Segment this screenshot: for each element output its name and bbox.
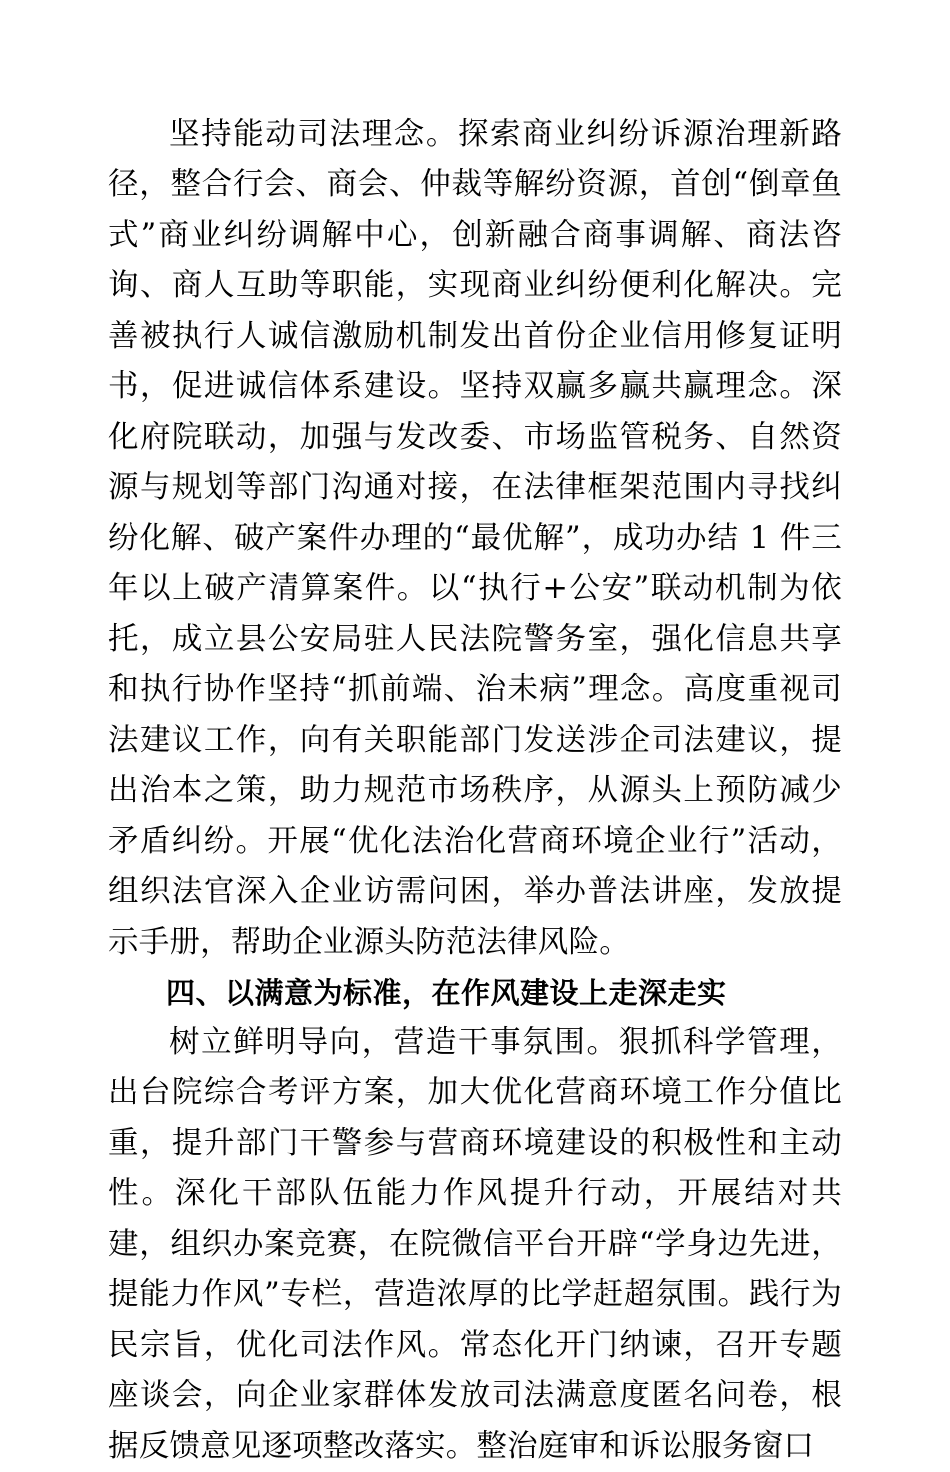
paragraph-judicial-concepts: 坚持能动司法理念。探索商业纠纷诉源治理新路径，整合行会、商会、仲裁等解纷资源，首创“倒章鱼式”商业纠纷调解中心，创新融合商事调解、商法咨询、商人互助等职能，实现商业纠纷便利化解决。完善被执行人诚信激励机制发出首份企业信用修复证明书，促进诚信体系建设。坚持双赢多赢共赢理念。深化府院联动，加强与发改委、市场监管税务、自然资源与规划等部门沟通对接，在法律框架范围内寻找纠纷化解、破产案件办理的“最优解”，成功办结 1 件三年以上破产清算案件。以“执行+公安”联动机制为依托，成立县公安局驻人民法院警务室，强化信息共享和执行协作坚持“抓前端、治未病”理念。高度重视司法建议工作，向有关职能部门发送涉企司法建议，提出治本之策，助力规范市场秩序，从源头上预防减少矛盾纠纷。开展“优化法治化营商环境企业行”活动，组织法官深入企业访需问困，举办普法讲座，发放提示手册，帮助企业源头防范法律风险。 <box>108 117 842 960</box>
section-heading-four: 四、以满意为标准，在作风建设上走深走实 <box>166 975 727 1010</box>
document-body <box>108 110 842 1472</box>
paragraph-work-style: 树立鲜明导向，营造干事氛围。狠抓科学管理，出台院综合考评方案，加大优化营商环境工作分值比重，提升部门干警参与营商环境建设的积极性和主动性。深化干部队伍能力作风提升行动，开展结对共建，组织办案竞赛，在院微信平台开辟“学身边先进，提能力作风”专栏，营造浓厚的比学赶超氛围。践行为民宗旨，优化司法作风。常态化开门纳谏，召开专题座谈会，向企业家群体发放司法满意度匿名问卷，根据反馈意见逐项整改落实。整治庭审和诉讼服务窗口 <box>108 1024 842 1464</box>
